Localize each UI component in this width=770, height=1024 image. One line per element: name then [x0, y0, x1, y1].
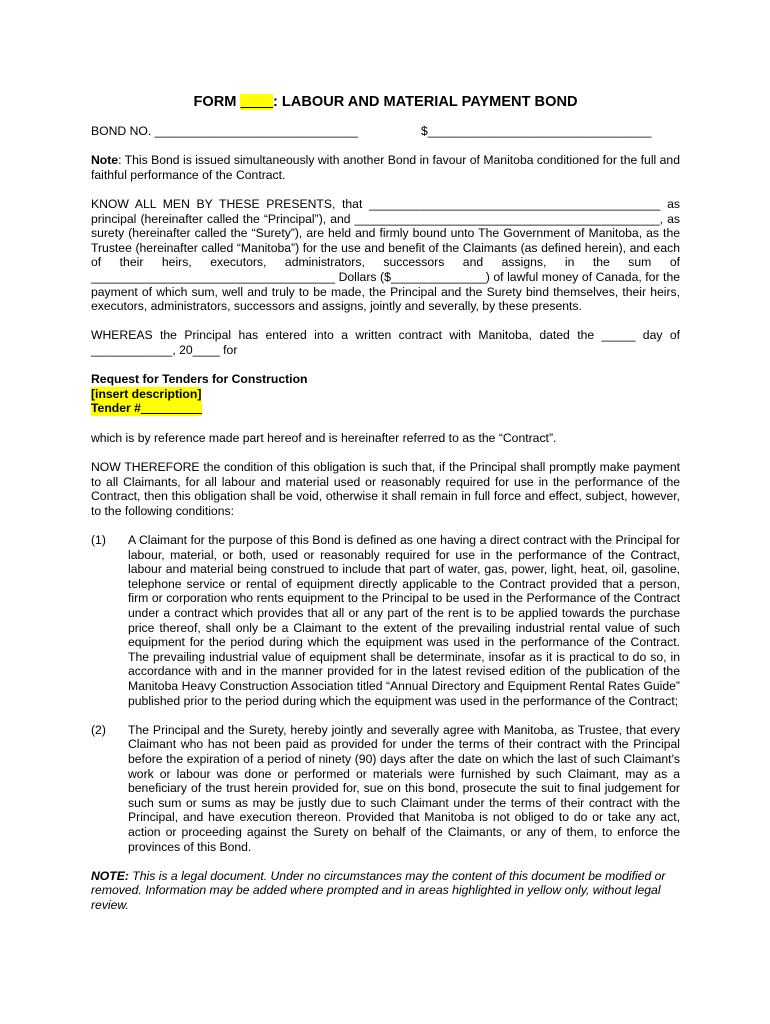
clause-text: A Claimant for the purpose of this Bond is defined as one having a direct contract with the Principal for labour, material, or both, used or reasonably required for use in the performance of the Contract, labour and material being construed to include that part of water, gas, power, light, heat, oil, gasoline, telephone service or rental of equipment directly applicable to the Contract provided that a person, firm or corporation who rents equipment to the Principal to be used in the Performance of the Contract under a contract which provides that all or any part of the rent is to be applied towards the purchase price thereof, shall only be a Claimant to the extent of the prevailing industrial rental value of such equipment for the period during which the equipment was used in the performance of the Contract. The prevailing industrial value of equipment shall be determinate, insofar as it is practical to do so, in accordance with and in the manner provided for in the latest revised edition of the publication of the Manitoba Heavy Construction Association titled “Annual Directory and Equipment Rental Rates Guide” published prior to the period during which the equipment was used in the performance of the Contract; [128, 533, 680, 708]
note-text: : This Bond is issued simultaneously with another Bond in favour of Manitoba conditioned for the full and faithful performance of the Contract. [91, 153, 680, 182]
rft-tender-label: Tender # [91, 401, 141, 416]
clause-1 [91, 533, 680, 708]
final-note [91, 869, 680, 913]
rft-tender-field [91, 401, 202, 416]
bond-number-field[interactable]: BOND NO. ______________________________ [91, 124, 358, 138]
bond-amount-field[interactable]: $_________________________________ [421, 124, 652, 138]
rft-heading: Request for Tenders for Construction [91, 372, 308, 387]
note-paragraph [91, 153, 680, 182]
form-number-blank[interactable]: ____ [240, 94, 273, 110]
form-title: FORM ____: LABOUR AND MATERIAL PAYMENT BOND [193, 94, 578, 110]
now-therefore-paragraph: NOW THEREFORE the condition of this obligation is such that, if the Principal shall promptly make payment to all Claimants, for all labour and material used or reasonably required for use in the performance of the Contract, then this obligation shall be void, otherwise it shall remain in full force and effect, subject, however, to the following conditions: [91, 460, 680, 518]
reference-paragraph: which is by reference made part hereof and is hereinafter referred to as the “Contract”. [91, 430, 557, 445]
bond-header-row [91, 124, 680, 139]
rft-tender-blank[interactable]: _________ [140, 401, 202, 416]
clause-text: The Principal and the Surety, hereby jointly and severally agree with Manitoba, as Trustee, that every Claimant who has not been paid as provided for under the terms of their contract with the Principal before the expiration of a period of ninety (90) days after the date on which the last of such Claimant's work or labour was done or performed or materials were furnished by such Claimant, may as a beneficiary of the trust herein provided for, sue on this bond, prosecute the suit to final judgement for such sum or sums as may be justly due to such Claimant under the terms of their contract with the Principal, and have execution thereon. Provided that Manitoba is not obliged to do or take any act, action or proceeding against the Surety on behalf of the Claimants, or any of them, to enforce the provinces of this Bond. [128, 722, 680, 854]
final-note-label: NOTE: [91, 868, 129, 883]
know-all-men-paragraph: KNOW ALL MEN BY THESE PRESENTS, that ___________________________________________ as principal (hereinafter called the “Principal”), and _____________________________________________, as surety (hereinafter called the “Surety”), are held and firmly bound unto The Government of Manitoba, as the Trustee (hereinafter called “Manitoba”) for the use and benefit of the Claimants (as defined herein), and each of their heirs, executors, administrators, successors and assigns, in the sum of ____________________________________ Dollars ($______________) of lawful money of Canada, for the payment of which sum, well and truly to be made, the Principal and the Surety bind themselves, their heirs, executors, administrators, successors and assigns, jointly and severally, by these presents. [91, 196, 680, 314]
clause-2 [91, 723, 680, 854]
rft-block [91, 372, 680, 416]
whereas-paragraph: WHEREAS the Principal has entered into a written contract with Manitoba, dated the _____ day of ____________, 20____ for [91, 328, 680, 357]
clause-number: (1) [91, 533, 106, 548]
rft-description-field[interactable]: [insert description] [91, 386, 202, 401]
clause-number: (2) [91, 722, 106, 737]
note-label: Note [91, 153, 119, 168]
final-note-text: This is a legal document. Under no circumstances may the content of this document be modified or removed. Information may be added where prompted and in areas highlighted in yellow only, without legal review. [91, 868, 666, 912]
